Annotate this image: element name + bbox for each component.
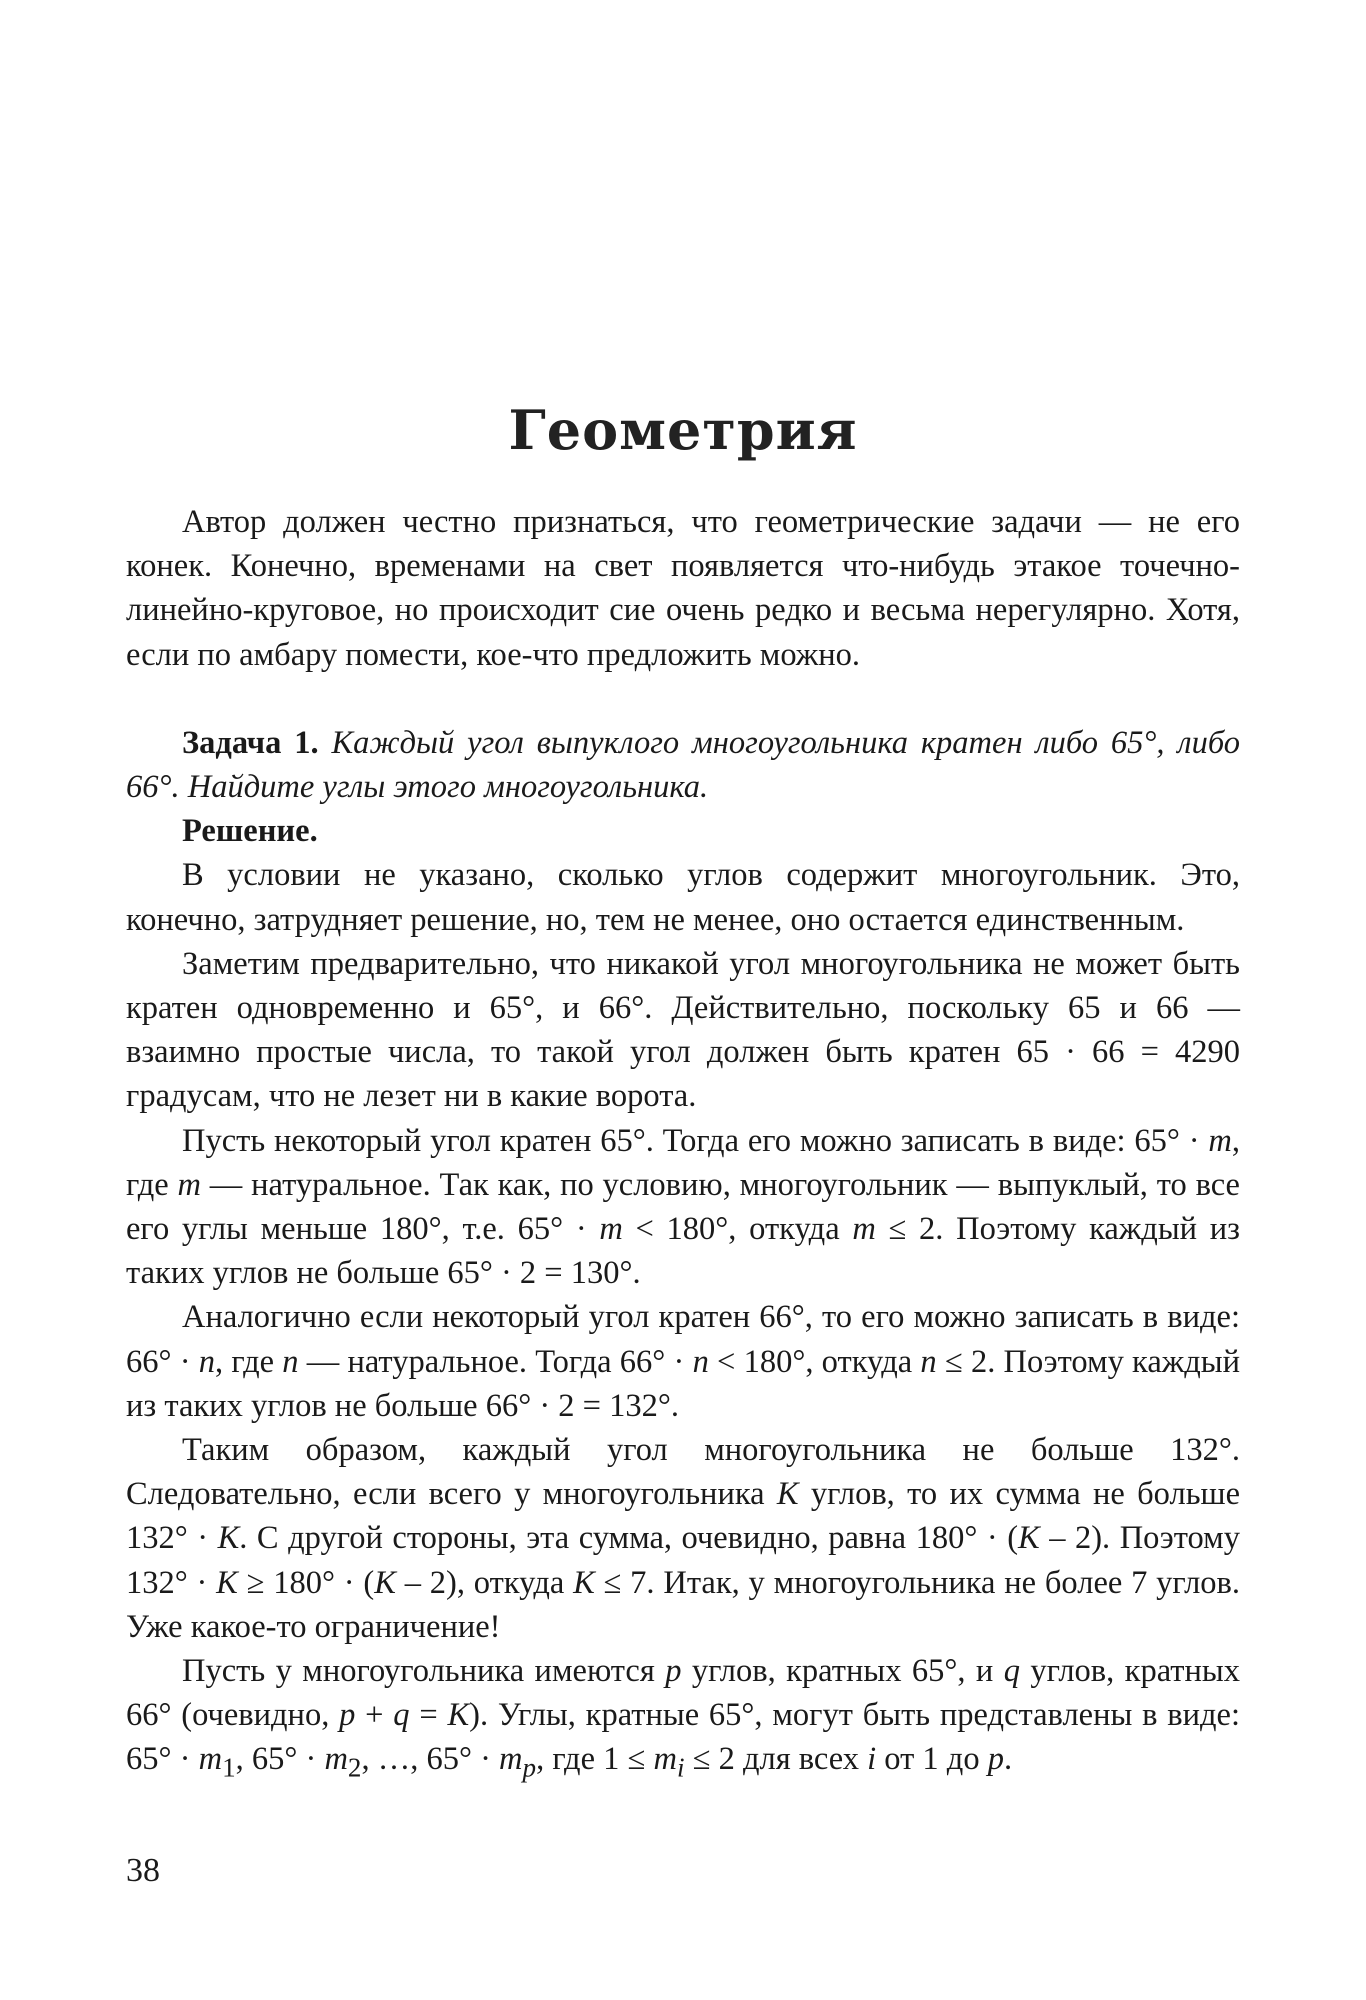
problem-label: Задача 1.	[182, 724, 319, 761]
solution-paragraph-6: Пусть у многоугольника имеются p углов, кратных 65°, и q углов, кратных 66° (очевидно, p + q = K). Углы, кратные 65°, могут быть представлены в виде: $65^\circ \cdot m_1$, $65^\circ \cdot m_2$, …, $65^\circ \cdot m_p$, где $1 \le m_i \le 2$ для всех i от 1 до p.	[126, 1653, 1240, 1783]
solution-paragraph-1: В условии не указано, сколько углов содержит многоугольник. Это, конечно, затрудняет решение, но, тем не менее, оно остается единственным.	[126, 857, 1240, 938]
problem-text: Каждый угол выпуклого многоугольника кратен либо 65°, либо 66°. Найдите углы этого многоугольника.	[126, 724, 1241, 806]
body-text	[126, 500, 1240, 1790]
chapter-heading: Геометрия	[508, 398, 858, 462]
problem-statement	[126, 721, 1240, 809]
solution-heading	[126, 809, 1240, 853]
solution-paragraph-3: Пусть некоторый угол кратен 65°. Тогда его можно записать в виде: 65° · m, где m — натуральное. Так как, по условию, многоугольник — выпуклый, то все его углы меньше 180°, т.е. 65° · m < 180°, откуда m ≤ 2. Поэтому каждый из таких углов не больше 65° · 2 = 130°.	[126, 1122, 1240, 1292]
intro-paragraph: Автор должен честно признаться, что геометрические задачи — не его конек. Конечно, временами на свет появляется что-нибудь этакое точечно-линейно-круговое, но происходит сие очень редко и весьма нерегулярно. Хотя, если по амбару помести, кое-что предложить можно.	[126, 504, 1240, 673]
book-page	[126, 0, 1240, 2000]
solution-paragraph-4: Аналогично если некоторый угол кратен 66°, то его можно записать в виде: 66° · n, где n — натуральное. Тогда 66° · n < 180°, откуда n ≤ 2. Поэтому каждый из таких углов не больше 66° · 2 = 132°.	[126, 1299, 1240, 1424]
page-number: 38	[126, 1852, 160, 1889]
solution-paragraph-2: Заметим предварительно, что никакой угол многоугольника не может быть кратен одновременно и 65°, и 66°. Действительно, поскольку 65 и 66 — взаимно простые числа, то такой угол должен быть кратен 65 · 66 = 4290 градусам, что не лезет ни в какие ворота.	[126, 945, 1240, 1115]
solution-label: Решение.	[182, 813, 318, 850]
solution-paragraph-5: Таким образом, каждый угол многоугольника не больше 132°. Следовательно, если всего у многоугольника K углов, то их сумма не больше 132° · K. С другой стороны, эта сумма, очевидно, равна 180° · (K – 2). Поэтому 132° · K ≥ 180° · (K – 2), откуда K ≤ 7. Итак, у многоугольника не более 7 углов. Уже какое-то ограничение!	[126, 1432, 1241, 1645]
